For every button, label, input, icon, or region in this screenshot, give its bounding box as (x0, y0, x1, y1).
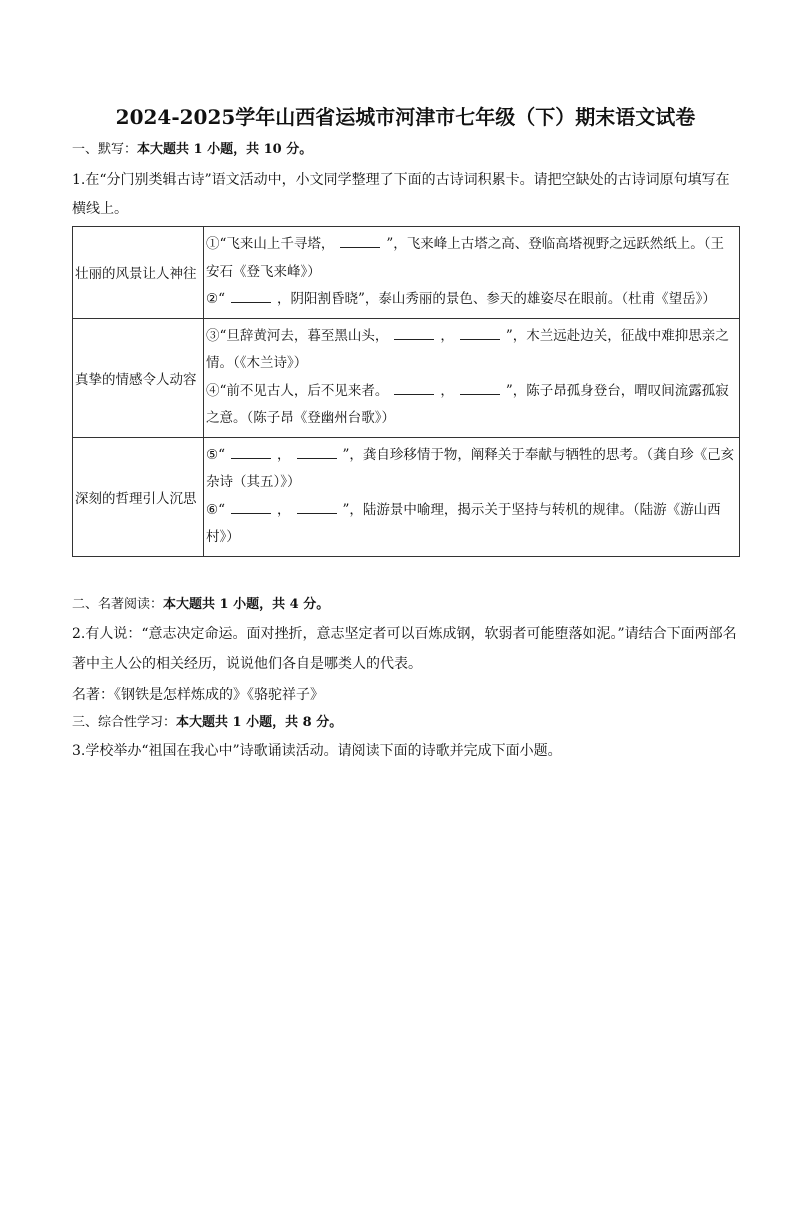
card-row (73, 318, 740, 437)
blank-separator: ， (440, 327, 454, 344)
section-heading-2 (72, 595, 739, 615)
section-3-detail: 本大题共 1 小题，共 8 分。 (176, 714, 343, 730)
card-item-tail: ”，龚自珍移情于物，阐释关于奉献与牺牲的思考。（龚自珍《己亥杂诗（其五）》） (206, 446, 735, 490)
works-list: 名著：《钢铁是怎样炼成的》《骆驼祥子》 (72, 686, 324, 703)
blank-separator: ， (277, 501, 291, 518)
card-item-lead: ①“飞来山上千寻塔， (206, 236, 335, 252)
exam-page (0, 104, 794, 1227)
question-3: 3.学校举办“祖国在我心中”诗歌诵读活动。请阅读下面的诗歌并完成下面小题。 (72, 742, 562, 759)
fill-blank[interactable] (460, 325, 500, 340)
card-item (206, 231, 737, 286)
section-heading-1 (72, 140, 739, 160)
exam-title: 2024-2025学年山西省运城市河津市七年级（下）期末语文试卷 (115, 105, 696, 129)
card-item-lead: ⑤“ (206, 446, 226, 463)
card-content (204, 437, 740, 556)
card-item (206, 497, 737, 552)
card-content (204, 318, 740, 437)
card-item-tail: ”，陈子昂孤身登台，喟叹间流露孤寂之意。（陈子昂《登幽州台歌》） (206, 382, 729, 426)
fill-blank[interactable] (297, 499, 337, 514)
section-2-detail: 本大题共 1 小题，共 4 分。 (163, 596, 330, 612)
fill-blank[interactable] (231, 499, 271, 514)
card-item (206, 323, 737, 378)
card-category: 真挚的情感令人动容 (73, 318, 204, 437)
card-row (73, 437, 740, 556)
fill-blank[interactable] (231, 288, 271, 303)
fill-blank[interactable] (231, 444, 271, 459)
card-item-lead: ②“ (206, 291, 226, 307)
section-3-prefix: 三、综合性学习： (72, 714, 177, 730)
fill-blank[interactable] (297, 444, 337, 459)
question-2: 2.有人说：“意志决定命运。面对挫折，意志坚定者可以百炼成钢，软弱者可能堕落如泥。”请结合下面两部名著中主人公的相关经历，说说他们各自是哪类人的代表。 (72, 625, 737, 672)
card-content (204, 227, 740, 319)
blank-separator: ， (440, 382, 454, 399)
fill-blank[interactable] (460, 380, 500, 395)
card-item-tail: ”，木兰远赴边关，征战中难抑思亲之情。（《木兰诗》） (206, 327, 729, 371)
card-category: 深刻的哲理引人沉思 (73, 437, 204, 556)
card-item-lead: ③“旦辞黄河去，暮至黑山头， (206, 327, 389, 344)
card-item-tail: ”，飞来峰上古塔之高、登临高塔视野之远跃然纸上。（王安石《登飞来峰》） (206, 236, 725, 280)
section-2-prefix: 二、名著阅读： (72, 596, 164, 612)
poetry-card-table (72, 226, 740, 557)
fill-blank[interactable] (394, 380, 434, 395)
card-item-lead: ⑥“ (206, 501, 226, 518)
card-item-tail: ”，陆游景中喻理，揭示关于坚持与转机的规律。（陆游《游山西村》） (206, 501, 721, 545)
card-row (73, 227, 740, 319)
section-heading-3 (72, 713, 739, 733)
card-item (206, 286, 737, 314)
blank-separator: ， (277, 446, 291, 463)
card-item-lead: ④“前不见古人，后不见来者。 (206, 382, 389, 399)
section-1-prefix: 一、默写： (72, 142, 138, 157)
card-category: 壮丽的风景让人神往 (73, 227, 204, 319)
card-item-tail: ，阴阳割昏晓”，泰山秀丽的景色、参天的雄姿尽在眼前。（杜甫《望岳》） (277, 291, 716, 307)
fill-blank[interactable] (340, 233, 380, 248)
section-1-detail: 本大题共 1 小题，共 10 分。 (137, 142, 313, 157)
card-item (206, 442, 737, 497)
card-item (206, 378, 737, 433)
question-1: 1.在“分门别类辑古诗”语文活动中，小文同学整理了下面的古诗词积累卡。请把空缺处的古诗词原句填写在横线上。 (72, 172, 730, 217)
fill-blank[interactable] (394, 325, 434, 340)
